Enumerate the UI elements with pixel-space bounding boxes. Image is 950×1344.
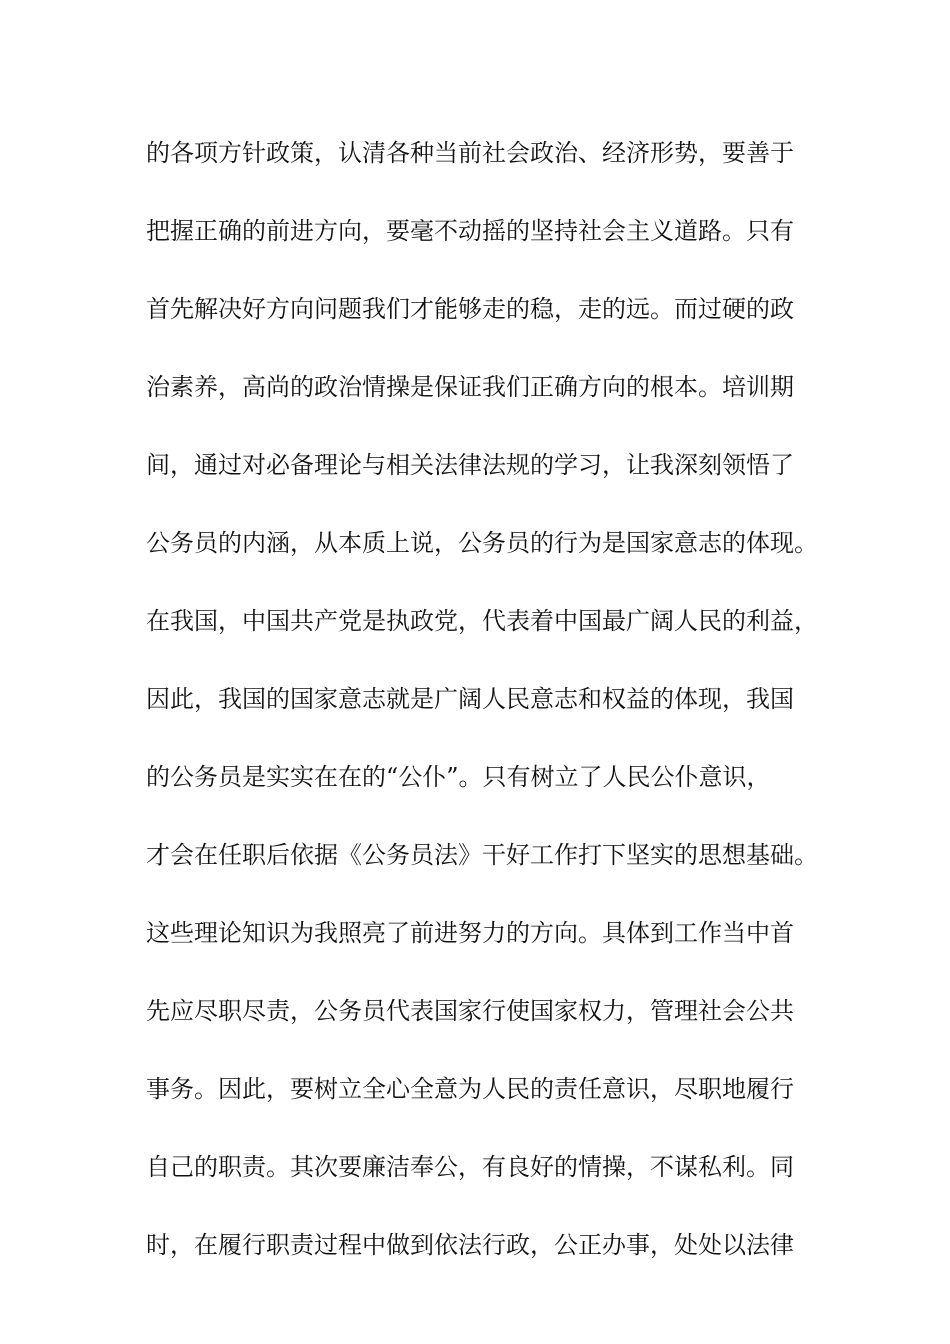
text-line: 事务。因此，要树立全心全意为人民的责任意识，尽职地履行 xyxy=(146,1075,794,1103)
text-line: 先应尽职尽责，公务员代表国家行使国家权力，管理社会公共 xyxy=(146,997,794,1025)
text-line: 自己的职责。其次要廉洁奉公，有良好的情操，不谋私利。同 xyxy=(146,1153,794,1181)
text-line: 时，在履行职责过程中做到依法行政，公正办事，处处以法律 xyxy=(146,1231,794,1259)
text-line: 的公务员是实实在在的“公仆”。只有树立了人民公仆意识， xyxy=(146,763,771,791)
text-line: 公务员的内涵，从本质上说，公务员的行为是国家意志的体现。 xyxy=(146,529,818,557)
text-line: 治素养，高尚的政治情操是保证我们正确方向的根本。培训期 xyxy=(146,373,794,401)
text-line: 在我国，中国共产党是执政党，代表着中国最广阔人民的利益， xyxy=(146,607,818,635)
text-line: 因此，我国的国家意志就是广阔人民意志和权益的体现，我国 xyxy=(146,685,794,713)
text-line: 间，通过对必备理论与相关法律法规的学习，让我深刻领悟了 xyxy=(146,451,794,479)
text-line: 把握正确的前进方向，要毫不动摇的坚持社会主义道路。只有 xyxy=(146,217,794,245)
text-line: 这些理论知识为我照亮了前进努力的方向。具体到工作当中首 xyxy=(146,919,794,947)
text-line: 首先解决好方向问题我们才能够走的稳，走的远。而过硬的政 xyxy=(146,295,794,323)
text-line: 才会在任职后依据《公务员法》干好工作打下坚实的思想基础。 xyxy=(146,841,818,869)
document-body-text xyxy=(146,134,826,1304)
text-line: 的各项方针政策，认清各种当前社会政治、经济形势，要善于 xyxy=(146,139,794,167)
